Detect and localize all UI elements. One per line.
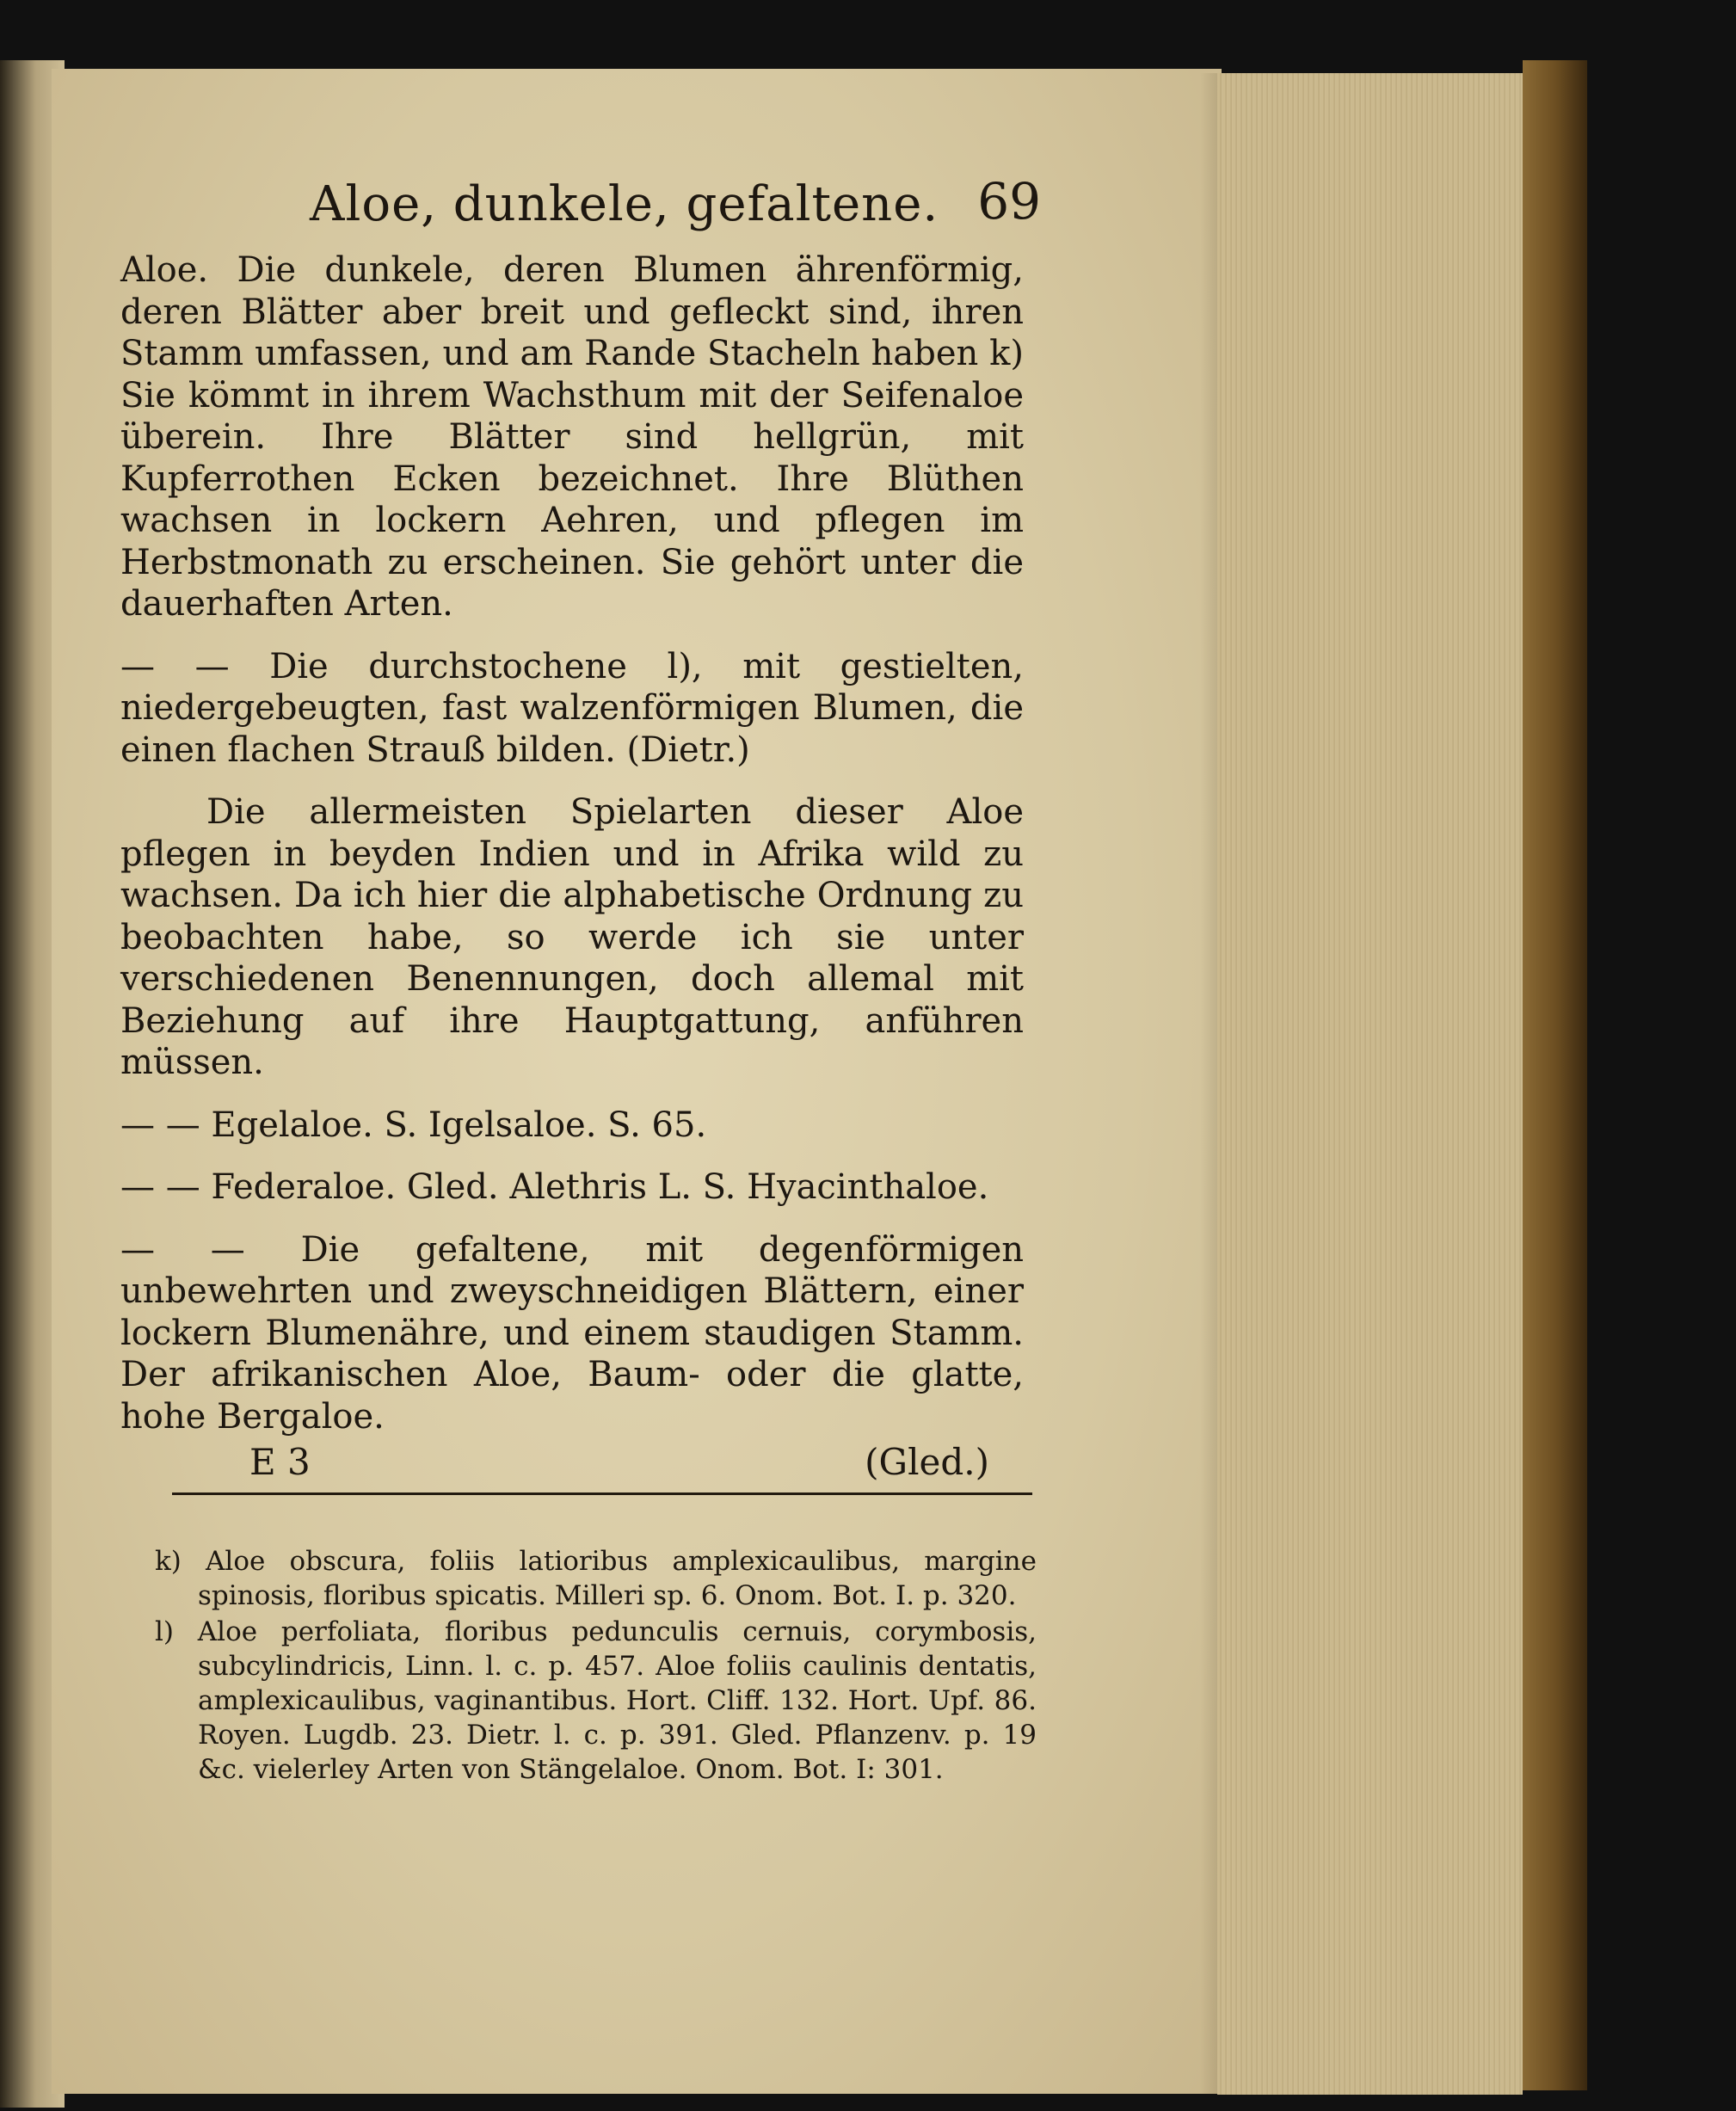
page-footer [249,1441,989,1483]
page-number: 69 [977,172,1041,231]
paragraph-aloe-dunkele: Aloe. Die dunkele, deren Blumen ährenförmig, deren Blätter aber breit und gefleckt sind, ihren Stamm umfassen, und am Rande Stacheln haben k) Sie kömmt in ihrem Wachsthum mit der Seifenaloe überein. Ihre Blätter sind hellgrün, mit Kupferrothen Ecken bezeichnet. Ihre Blüthen wachsen in lockern Aehren, und pflegen im Herbstmonath zu erscheinen. Sie gehört unter die dauerhaften Arten. [120,250,1024,624]
footnotes [155,1544,1037,1788]
signature-mark: E 3 [249,1441,311,1483]
paragraph-durchstochene: — — Die durchstochene l), mit gestielten, niedergebeugten, fast walzenförmigen Blumen, die einen flachen Strauß bilden. (Dietr.) [120,646,1024,770]
main-text [120,163,1041,1483]
page-stack-edges [1217,73,1523,2095]
book-binding [1523,60,1587,2090]
footnote-k: k) Aloe obscura, foliis latioribus amplexicaulibus, margine spinosis, floribus spicatis. Milleri sp. 6. Onom. Bot. I. p. 320. [155,1546,1037,1611]
paragraph-federaloe: — — Federaloe. Gled. Alethris L. S. Hyacinthaloe. [120,1167,989,1207]
paragraph-egelaloe: — — Egelaloe. S. Igelsaloe. S. 65. [120,1105,707,1145]
footnote-l: l) Aloe perfoliata, floribus pedunculis cernuis, corymbosis, subcylindricis, Linn. l. c. p. 457. Aloe foliis caulinis dentatis, amplexicaulibus, vaginantibus. Hort. Cliff. 132. Hort. Upf. 86. Royen. Lugdb. 23. Dietr. l. c. p. 391. Gled. Pflanzenv. p. 19 &c. vielerley Arten von Stängelaloe. Onom. Bot. I: 301. [155,1616,1037,1785]
footnote-rule [172,1492,1032,1495]
paragraph-gefaltene: — — Die gefaltene, mit degenförmigen unbewehrten und zweyschneidigen Blättern, einer lockern Blumenähre, und einem staudigen Stamm. Der afrikanischen Aloe, Baum- oder die glatte, hohe Bergaloe. [120,1229,1024,1437]
running-header [120,163,1041,241]
catchword: (Gled.) [865,1441,989,1483]
header-title: Aloe, dunkele, gefaltene. [310,176,939,232]
paragraph-spielarten: Die allermeisten Spielarten dieser Aloe pflegen in beyden Indien und in Afrika wild zu wachsen. Da ich hier die alphabetische Ordnung zu beobachten habe, so werde ich sie unter verschiedenen Benennungen, doch allemal mit Beziehung auf ihre Hauptgattung, anführen müssen. [120,792,1024,1082]
